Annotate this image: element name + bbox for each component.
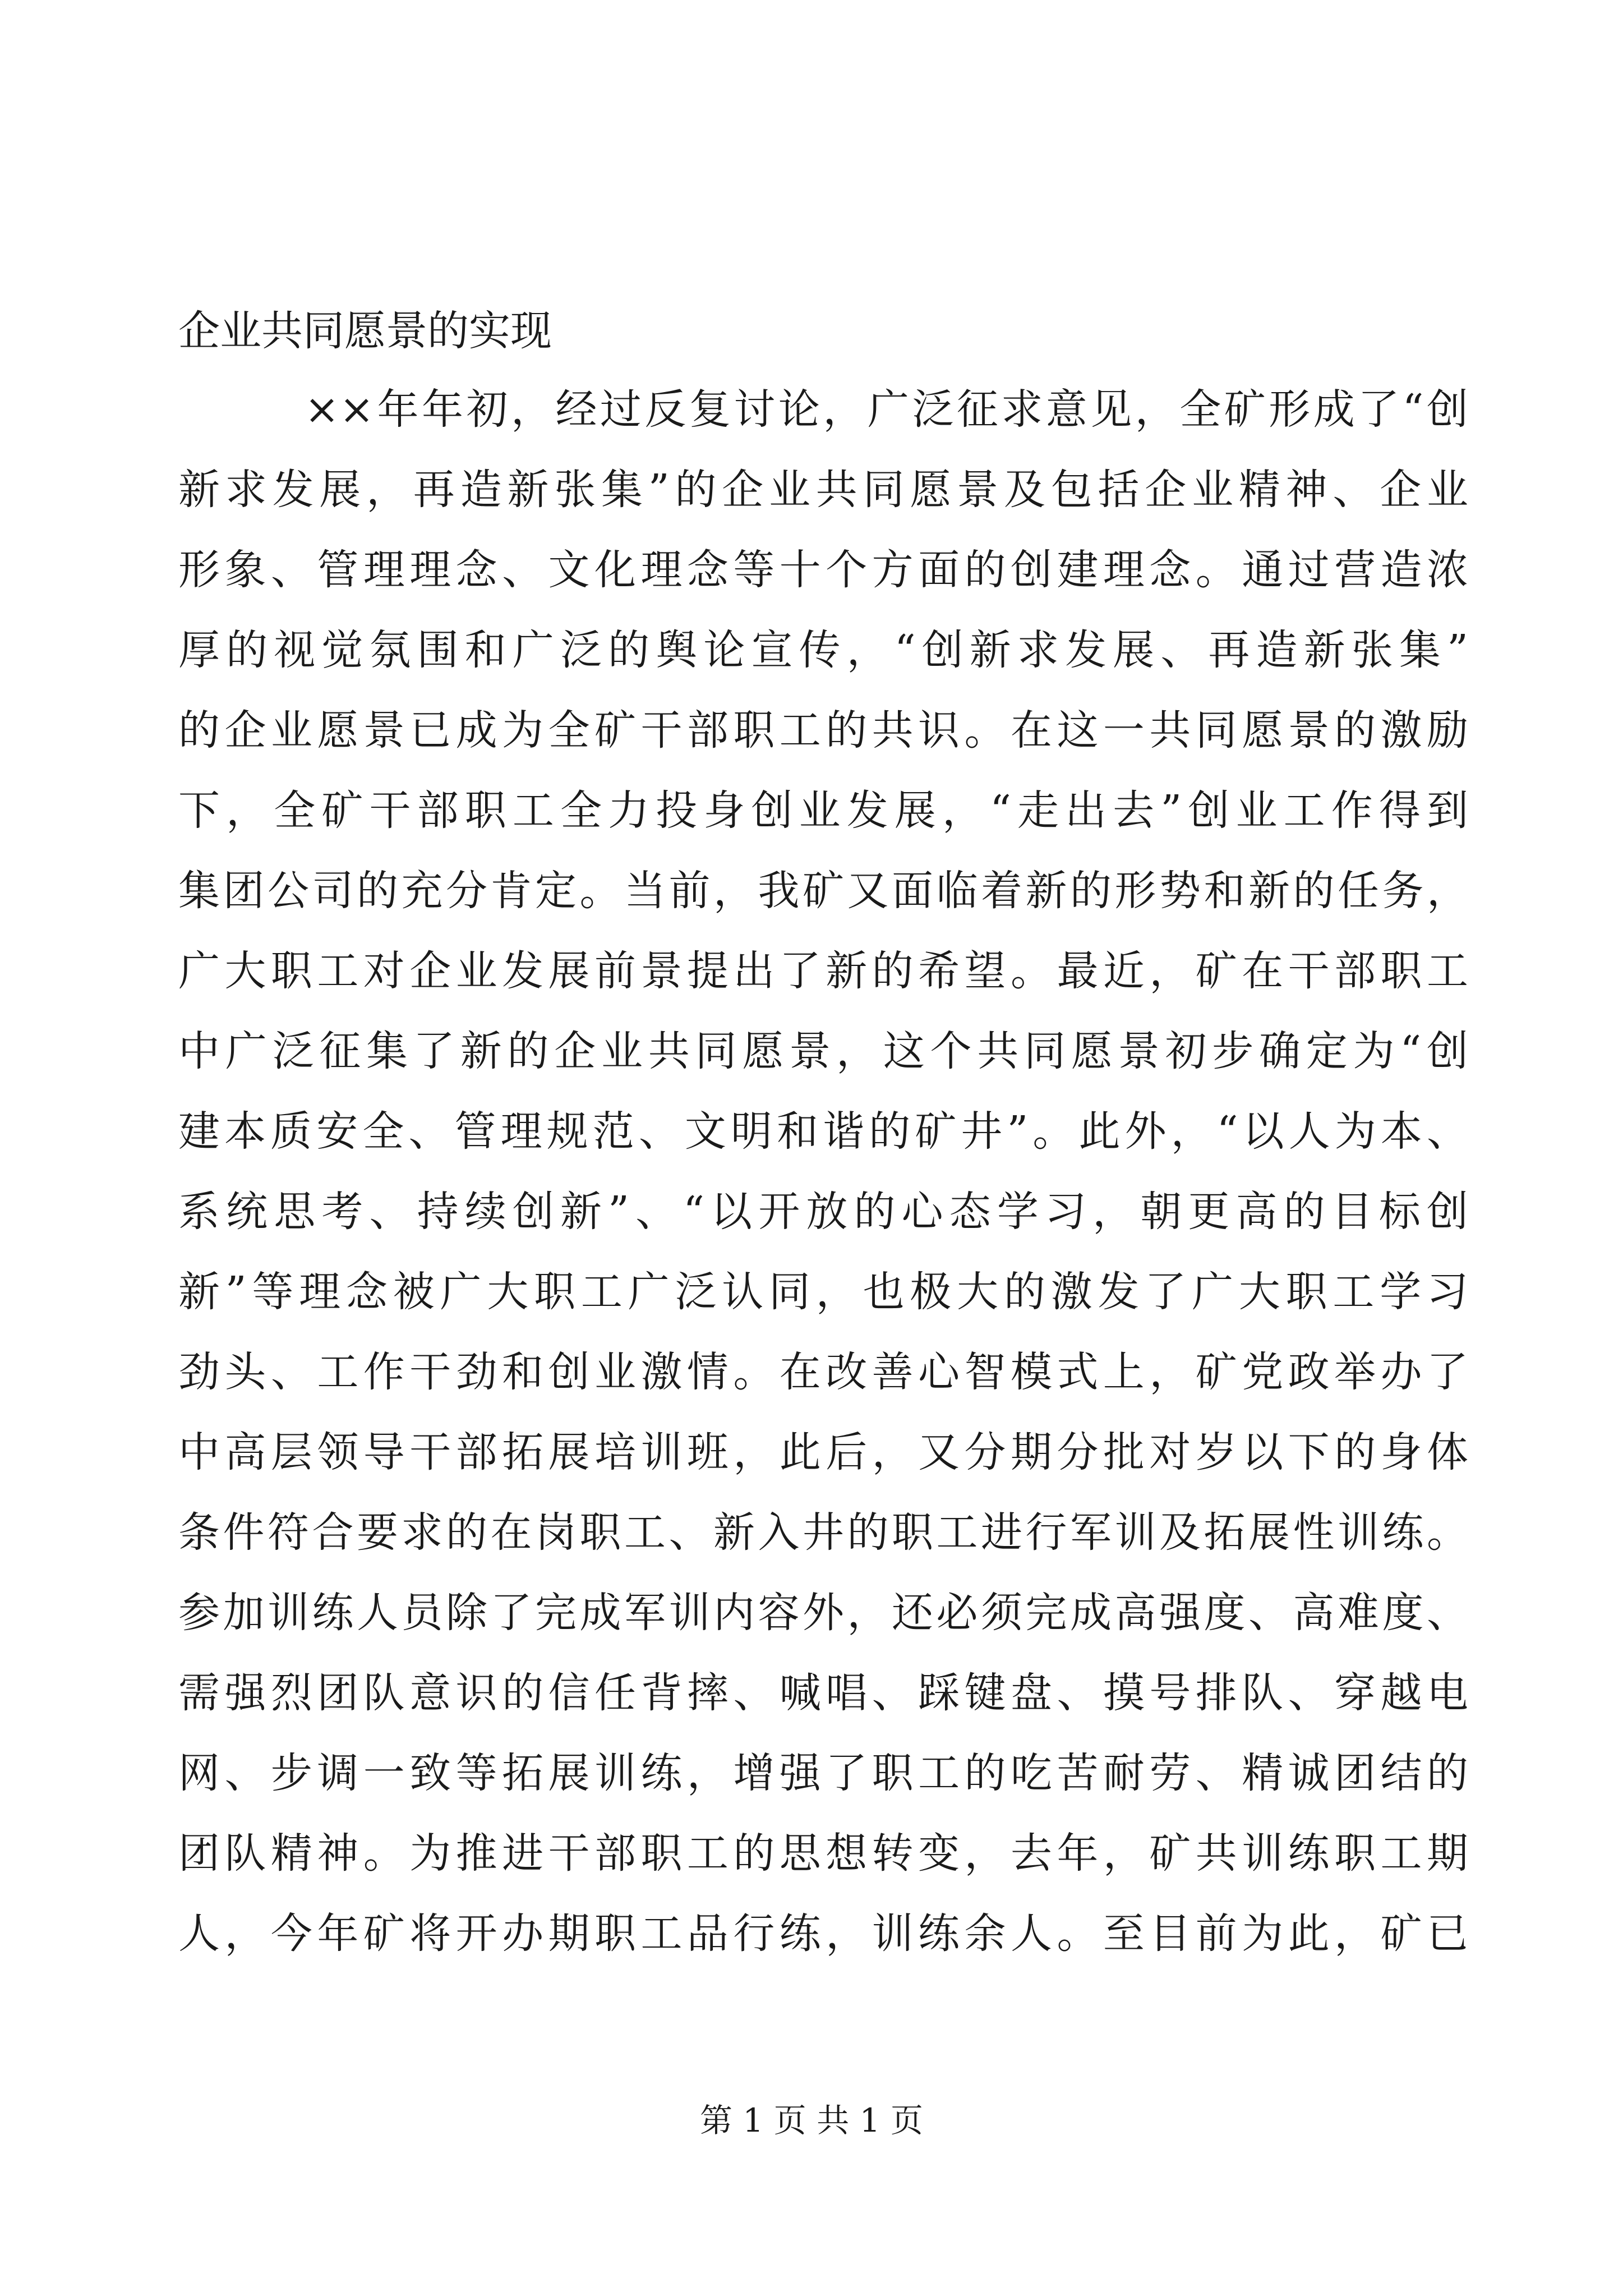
paragraph-line: 建本质安全、管理规范、文明和谐的矿井”。此外，“以人为本、 bbox=[178, 1107, 1468, 1156]
paragraph-line: 新”等理念被广大职工广泛认同，也极大的激发了广大职工学习 bbox=[178, 1268, 1468, 1316]
paragraph-line: ××年年初，经过反复讨论，广泛征求意见，全矿形成了“创 bbox=[305, 385, 1468, 434]
paragraph-line: 中广泛征集了新的企业共同愿景，这个共同愿景初步确定为“创 bbox=[178, 1027, 1468, 1075]
paragraph-line: 系统思考、持续创新”、“以开放的心态学习，朝更高的目标创 bbox=[178, 1188, 1468, 1236]
paragraph-line: 网、步调一致等拓展训练，增强了职工的吃苦耐劳、精诚团结的 bbox=[178, 1749, 1468, 1797]
paragraph-line: 劲头、工作干劲和创业激情。在改善心智模式上，矿党政举办了 bbox=[178, 1348, 1468, 1396]
paragraph-line: 集团公司的充分肯定。当前，我矿又面临着新的形势和新的任务， bbox=[178, 867, 1468, 915]
paragraph-line: 形象、管理理念、文化理念等十个方面的创建理念。通过营造浓 bbox=[178, 546, 1468, 594]
paragraph-line: 中高层领导干部拓展培训班，此后，又分期分批对岁以下的身体 bbox=[178, 1428, 1468, 1476]
body-paragraph bbox=[178, 381, 1468, 1986]
paragraph-line: 下，全矿干部职工全力投身创业发展，“走出去”创业工作得到 bbox=[178, 786, 1468, 835]
paragraph-line: 条件符合要求的在岗职工、新入井的职工进行军训及拓展性训练。 bbox=[178, 1508, 1468, 1557]
paragraph-line: 广大职工对企业发展前景提出了新的希望。最近，矿在干部职工 bbox=[178, 947, 1468, 995]
paragraph-line: 厚的视觉氛围和广泛的舆论宣传，“创新求发展、再造新张集” bbox=[178, 626, 1468, 674]
document-title: 企业共同愿景的实现 bbox=[178, 307, 552, 355]
paragraph-line: 的企业愿景已成为全矿干部职工的共识。在这一共同愿景的激励 bbox=[178, 706, 1468, 754]
paragraph-line: 团队精神。为推进干部职工的思想转变，去年，矿共训练职工期 bbox=[178, 1829, 1468, 1878]
paragraph-line: 需强烈团队意识的信任背摔、喊唱、踩键盘、摸号排队、穿越电 bbox=[178, 1669, 1468, 1717]
paragraph-line: 人，今年矿将开办期职工品行练，训练余人。至目前为此，矿已 bbox=[178, 1910, 1468, 1958]
paragraph-line: 新求发展，再造新张集”的企业共同愿景及包括企业精神、企业 bbox=[178, 466, 1468, 514]
paragraph-line: 参加训练人员除了完成军训内容外，还必须完成高强度、高难度、 bbox=[178, 1589, 1468, 1637]
page-number-footer: 第 1 页 共 1 页 bbox=[700, 2101, 923, 2139]
